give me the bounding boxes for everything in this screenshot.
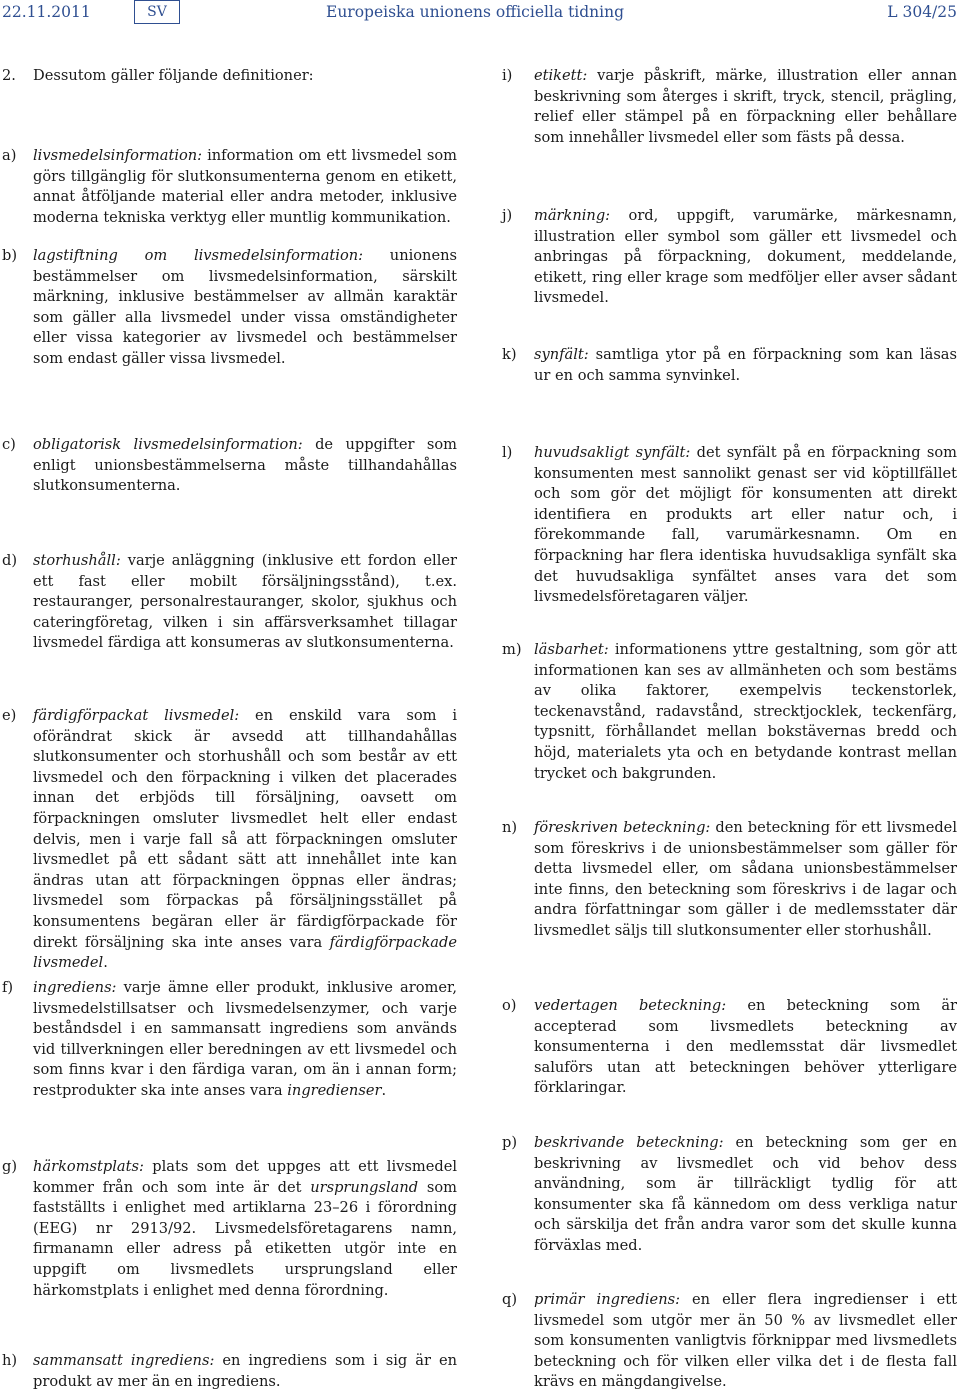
definition-q — [502, 1290, 957, 1393]
definition-label: n) — [502, 819, 518, 836]
definition-text: synfält: samtliga ytor på en förpackning som kan läsas ur en och samma synvinkel. — [534, 346, 957, 384]
definition-text: storhushåll: varje anläggning (inklusive ett fordon eller ett fast eller mobilt försäljningsstånd), t.ex. restauranger, personalrestauranger, skolor, sjukhus och cateringföretag, vilken i sin affärsverksamhet tillagar livsmedel färdiga att konsumeras av slutkonsumenterna. — [33, 552, 457, 652]
definition-label: j) — [502, 207, 513, 224]
definition-label: m) — [502, 641, 522, 658]
definition-label: l) — [502, 444, 513, 461]
definition-term: huvudsakligt synfält: — [534, 444, 691, 461]
definition-term: ingrediens: — [33, 979, 117, 996]
definition-l — [502, 443, 957, 608]
definition-m — [502, 640, 957, 784]
definition-text: läsbarhet: informationens yttre gestaltning, som gör att informationen kan ses av allmänheten och som bestäms av olika faktorer, exempelvis teckenstorlek, teckenavstånd, radavstånd, strecktjocklek, teckenfärg, typsnitt, förhållandet mellan bokstävernas bredd och höjd, materialets yta och en betydande kontrast mellan trycket och bakgrunden. — [534, 641, 957, 782]
definition-label: f) — [2, 979, 14, 996]
definition-label: c) — [2, 436, 16, 453]
definition-j — [502, 206, 957, 309]
definition-text: vedertagen beteckning: en beteckning som är accepterad som livsmedlets beteckning av konsumenterna i den medlemsstat där livsmedlet saluförs utan att beteckningen behöver ytterligare förklaringar. — [534, 997, 958, 1097]
definition-label: k) — [502, 346, 517, 363]
page-number: L 304/25 — [887, 3, 957, 21]
definition-term: härkomstplats: — [33, 1158, 144, 1175]
definition-term: märkning: — [534, 207, 611, 224]
definition-term: beskrivande beteckning: — [534, 1134, 724, 1151]
page-header — [0, 0, 960, 32]
definition-label: o) — [502, 997, 517, 1014]
language-badge: SV — [134, 0, 180, 24]
definition-label: q) — [502, 1291, 518, 1308]
definition-term-inline: färdigförpackade livsmedel — [33, 933, 457, 972]
definition-text: föreskriven beteckning: den beteckning för ett livsmedel som föreskrivs i de unionsbestämmelser som gäller för detta livsmedel eller, om sådana unionsbestämmelser inte finns, den beteckning som föreskrivs i de lagar och andra författningar som gäller i de medlemsstater där livsmedlet säljs till slutkonsumenter eller storhushåll. — [534, 819, 957, 939]
definition-c — [2, 435, 457, 497]
definition-label: d) — [2, 552, 18, 569]
definition-e — [2, 706, 457, 974]
definition-b — [2, 246, 457, 370]
definition-label: h) — [2, 1352, 18, 1369]
definition-text: obligatorisk livsmedelsinformation: de uppgifter som enligt unionsbestämmelserna måste tillhandahållas slutkonsumenterna. — [33, 436, 458, 495]
definition-term: sammansatt ingrediens: — [33, 1352, 215, 1369]
paragraph-text: Dessutom gäller följande definitioner: — [33, 67, 314, 84]
definition-label: i) — [502, 67, 513, 84]
definition-text: färdigförpackat livsmedel: en enskild vara som i oförändrat skick är avsedd att tillhandahållas slutkonsumenter och storhushåll och som består av ett livsmedel och den förpackning i vilken det placerades innan det erbjöds till försäljning, oavsett om förpackningen omsluter livsmedlet helt eller endast delvis, men i varje fall så att förpackningen omsluter livsmedlet på ett sådant sätt att innehållet inte kan ändras utan att förpackningen öppnas eller ändras; livsmedel som förpackas på försäljningsstället på konsumentens begäran eller är färdigförpackade för direkt försäljning ska inte anses vara färdigförpackade livsmedel. — [33, 707, 457, 972]
definition-term-inline: ursprungsland — [310, 1178, 419, 1196]
definition-n — [502, 818, 957, 942]
definition-label: e) — [2, 707, 17, 724]
definition-text: beskrivande beteckning: en beteckning som ger en beskrivning av livsmedlet och vid behov dess användning, som är tillräckligt tydlig för att konsumenter ska få kännedom om dess verkliga natur och särskilja det från andra varor som det skulle kunna förväxlas med. — [534, 1134, 958, 1254]
definition-label: g) — [2, 1158, 18, 1175]
definition-text: lagstiftning om livsmedelsinformation: unionens bestämmelser om livsmedelsinformation, särskilt märkning, inklusive bestämmelser av allmän karaktär som gäller alla livsmedel under vissa omständigheter eller vissa kategorier av livsmedel och bestämmelser som endast gäller vissa livsmedel. — [33, 247, 457, 367]
journal-title: Europeiska unionens officiella tidning — [326, 3, 625, 21]
definition-text: etikett: varje påskrift, märke, illustration eller annan beskrivning som återges i skrift, tryck, stencil, prägling, relief eller stämpel på en förpackning eller behållare som innehåller livsmedel eller som fästs på dessa. — [534, 67, 957, 146]
definition-term: obligatorisk livsmedelsinformation: — [33, 436, 303, 453]
definition-term: färdigförpackat livsmedel: — [33, 707, 240, 724]
definition-text: livsmedelsinformation: information om ett livsmedel som görs tillgänglig för slutkonsumenterna genom en etikett, annat åtföljande material eller andra metoder, inklusive moderna tekniska verktyg eller muntlig kommunikation. — [33, 147, 457, 226]
definition-text: märkning: ord, uppgift, varumärke, märkesnamn, illustration eller symbol som gäller ett livsmedel och anbringas på förpackning, dokument, meddelande, etikett, ring eller krage som medföljer eller avser sådant livsmedel. — [534, 207, 957, 307]
definition-text: primär ingrediens: en eller flera ingredienser i ett livsmedel som utgör mer än 50 % av livsmedlet eller som konsumenten vanligtvis förknippar med livsmedlets beteckning och för vilken eller vilka det i de flesta fall krävs en mängdangivelse. — [534, 1291, 957, 1391]
definition-term: läsbarhet: — [534, 641, 609, 658]
definition-term: storhushåll: — [33, 552, 121, 569]
intro-paragraph — [2, 66, 457, 87]
definition-text: ingrediens: varje ämne eller produkt, inklusive aromer, livsmedelstillsatser och livsmedelsenzymer, och varje beståndsdel i en sammansatt ingrediens som används vid tillverkningen eller beredningen av ett livsmedel och som finns kvar i den färdiga varan, om än i annan form; restprodukter ska inte anses vara ingredienser. — [33, 979, 457, 1099]
definition-term: livsmedelsinformation: — [33, 147, 203, 164]
definition-label: p) — [502, 1134, 518, 1151]
definition-f — [2, 978, 457, 1102]
definition-h — [2, 1351, 457, 1392]
definition-term: synfält: — [534, 346, 589, 363]
definition-p — [502, 1133, 957, 1257]
definition-term: primär ingrediens: — [534, 1291, 680, 1308]
definition-term-inline: ingredienser — [287, 1081, 382, 1099]
definition-term: vedertagen beteckning: — [534, 997, 727, 1014]
publication-date: 22.11.2011 — [2, 3, 91, 21]
definition-text: härkomstplats: plats som det uppges att ett livsmedel kommer från och som inte är det ursprungsland som fastställts i enlighet med artiklarna 23–26 i förordning (EEG) nr 2913/92. Livsmedelsföretagarens namn, firmanamn eller adress på etiketten utgör inte en uppgift om livsmedlets ursprungsland eller härkomstplats i enlighet med denna förordning. — [33, 1158, 457, 1299]
definition-o — [502, 996, 957, 1099]
definition-term: föreskriven beteckning: — [534, 819, 711, 836]
definition-k — [502, 345, 957, 386]
definition-term: etikett: — [534, 67, 588, 84]
definition-term: lagstiftning om livsmedelsinformation: — [33, 247, 364, 264]
definition-text: huvudsakligt synfält: det synfält på en förpackning som konsumenten mest sannolikt genast ser vid köptillfället och som gör det möjligt för konsumenten att direkt identifiera en produkts art eller natur och, i förekommande fall, varumärkesnamn. Om en förpackning har flera identiska huvudsakliga synfält ska det huvudsakliga synfältet anses vara det som livsmedelsföretagaren väljer. — [534, 444, 958, 606]
definition-label: b) — [2, 247, 18, 264]
definition-i — [502, 66, 957, 148]
paragraph-number: 2. — [2, 67, 16, 84]
definition-g — [2, 1157, 457, 1301]
definition-d — [2, 551, 457, 654]
definition-text: sammansatt ingrediens: en ingrediens som i sig är en produkt av mer än en ingrediens. — [33, 1352, 458, 1390]
definition-label: a) — [2, 147, 17, 164]
definition-a — [2, 146, 457, 228]
